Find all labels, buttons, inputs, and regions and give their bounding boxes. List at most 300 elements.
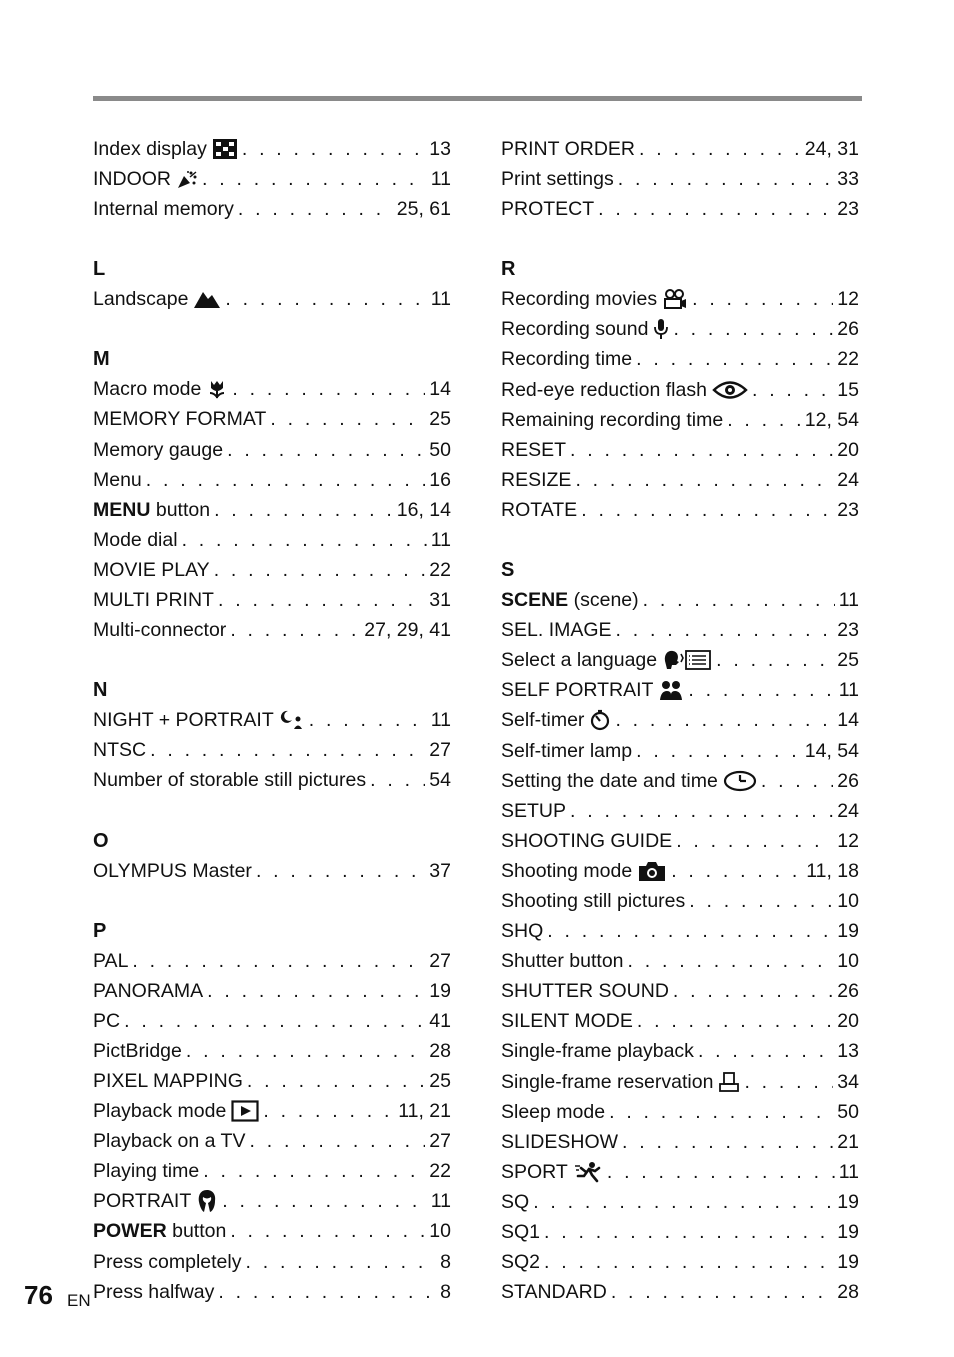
index-entry-single-frame-playback: [501, 1036, 859, 1066]
entry-label: PROTECT: [501, 198, 595, 221]
index-column-left: [93, 134, 451, 1307]
index-section: [93, 134, 451, 224]
leader-dots: [146, 465, 426, 495]
entry-page: 27: [429, 949, 451, 972]
entry-page: 41: [429, 1009, 451, 1032]
entry-label: PANORAMA: [93, 979, 204, 1002]
entry-page: 21: [837, 1130, 859, 1153]
leader-dots: [547, 916, 833, 946]
entry-page: 11, 18: [806, 859, 859, 882]
index-entry-silent-mode: [501, 1006, 859, 1036]
playback-icon: [231, 1100, 259, 1122]
page-language: EN: [67, 1291, 91, 1310]
leader-dots: [150, 735, 425, 765]
entry-label: Macro mode: [93, 378, 202, 401]
index-entry-panorama: [93, 976, 451, 1006]
entry-label: RESIZE: [501, 468, 572, 491]
index-entry-red-eye-reduction-flash: [501, 375, 859, 405]
entry-page: 24: [837, 799, 859, 822]
entry-label: Self-timer: [501, 709, 585, 732]
entry-label: Playing time: [93, 1160, 200, 1183]
index-entry-internal-memory: [93, 194, 451, 224]
entry-label-text: button: [155, 498, 211, 521]
entry-page: 22: [429, 558, 451, 581]
index-entry-power-button: [93, 1216, 451, 1246]
entry-page: 19: [837, 920, 859, 943]
entry-page: 10: [429, 1220, 451, 1243]
index-entry-sq1: [501, 1217, 859, 1247]
leader-dots: [227, 435, 425, 465]
leader-dots: [611, 1277, 833, 1307]
index-entry-memory-gauge: [93, 435, 451, 465]
leader-dots: [124, 1006, 425, 1036]
entry-page: 25: [429, 1069, 451, 1092]
entry-label: SPORT: [501, 1160, 568, 1183]
entry-label: PC: [93, 1009, 121, 1032]
entry-page: 50: [429, 438, 451, 461]
entry-label: NTSC: [93, 739, 147, 762]
night-portrait-icon: [279, 709, 305, 731]
entry-label: Recording time: [501, 348, 633, 371]
entry-page: 27: [429, 739, 451, 762]
index-entry-pictbridge: [93, 1036, 451, 1066]
leader-dots: [570, 435, 833, 465]
entry-label: Index display: [93, 138, 207, 160]
entry-label: MOVIE PLAY: [93, 558, 210, 581]
leader-dots: [242, 134, 425, 164]
entry-label-bold: SCENE: [501, 589, 569, 612]
leader-dots: [544, 1217, 833, 1247]
entry-label: Internal memory: [93, 198, 234, 221]
entry-label: SQ: [501, 1190, 530, 1213]
index-entry-recording-time: [501, 344, 859, 374]
leader-dots: [202, 164, 427, 194]
index-section: [93, 344, 451, 645]
leader-dots: [182, 525, 427, 555]
index-entry-menu: [93, 465, 451, 495]
leader-dots: [609, 1097, 833, 1127]
index-entry-portrait: [93, 1186, 451, 1216]
leader-dots: [698, 1036, 833, 1066]
index-entry-recording-sound: [501, 314, 859, 344]
leader-dots: [186, 1036, 425, 1066]
leader-dots: [727, 405, 801, 435]
leader-dots: [671, 856, 802, 886]
index-entry-protect: [501, 194, 859, 224]
entry-page: 10: [837, 889, 859, 912]
leader-dots: [752, 375, 833, 405]
entry-label: Single-frame reservation: [501, 1070, 714, 1093]
entry-label: SETUP: [501, 799, 567, 822]
leader-dots: [370, 765, 425, 795]
entry-page: 23: [837, 198, 859, 221]
index-entry-playback-mode: [93, 1096, 451, 1126]
index-entry-menu-button: [93, 495, 451, 525]
entry-page: 13: [429, 138, 451, 160]
sport-runner-icon: [573, 1161, 603, 1183]
index-entry-remaining-recording-time: [501, 405, 859, 435]
leader-dots: [533, 1187, 833, 1217]
leader-dots: [598, 194, 833, 224]
index-entry-number-of-storable-still-pictures: [93, 765, 451, 795]
entry-label: NIGHT + PORTRAIT: [93, 709, 274, 732]
leader-dots: [214, 495, 393, 525]
language-icon: [662, 649, 712, 671]
entry-label: MEMORY FORMAT: [93, 408, 267, 431]
leader-dots: [132, 946, 425, 976]
index-entry-indoor: [93, 164, 451, 194]
entry-page: 33: [837, 168, 859, 191]
leader-dots: [689, 886, 833, 916]
leader-dots: [616, 615, 834, 645]
print-reserve-icon: [718, 1071, 740, 1093]
entry-label: MULTI PRINT: [93, 589, 214, 612]
entry-page: 24, 31: [804, 138, 859, 160]
index-section: [93, 254, 451, 314]
entry-label: INDOOR: [93, 168, 171, 191]
entry-page: 19: [837, 1221, 859, 1243]
index-entry-print-settings: [501, 164, 859, 194]
entry-label: Shutter button: [501, 950, 624, 973]
entry-label: PictBridge: [93, 1039, 182, 1062]
entry-page: 11, 21: [398, 1100, 451, 1123]
entry-page: 11: [430, 709, 451, 732]
index-entry-standard: [501, 1277, 859, 1307]
index-entry-index-display: [93, 134, 451, 164]
leader-dots: [575, 465, 833, 495]
index-section: [93, 916, 451, 1307]
leader-dots: [581, 495, 833, 525]
leader-dots: [607, 1157, 835, 1187]
section-letter: R: [501, 258, 516, 281]
entry-page: 12: [837, 829, 859, 852]
entry-page: 27, 29, 41: [364, 619, 451, 642]
section-letter: P: [93, 919, 107, 942]
entry-label: Landscape: [93, 288, 189, 311]
leader-dots: [744, 1067, 833, 1097]
leader-dots: [622, 1127, 833, 1157]
entry-label-text: button: [172, 1220, 227, 1243]
entry-label-bold: MENU: [93, 498, 151, 521]
index-entry-pc: [93, 1006, 451, 1036]
entry-label: Press completely: [93, 1250, 242, 1273]
index-entry-playing-time: [93, 1156, 451, 1186]
index-entry-shutter-button: [501, 946, 859, 976]
entry-page: 13: [837, 1040, 859, 1063]
entry-page: 14: [837, 709, 859, 732]
index-entry-sq2: [501, 1247, 859, 1277]
entry-page: 19: [429, 979, 451, 1002]
header-rule: [93, 96, 862, 101]
index-entry-single-frame-reservation: [501, 1067, 859, 1097]
entry-page: 37: [429, 859, 451, 882]
entry-label: Shooting still pictures: [501, 889, 686, 912]
entry-label: ROTATE: [501, 498, 578, 521]
leader-dots: [618, 164, 834, 194]
leader-dots: [676, 826, 833, 856]
entry-label: Remaining recording time: [501, 408, 724, 431]
entry-label: SHOOTING GUIDE: [501, 829, 673, 852]
index-entry-mode-dial: [93, 525, 451, 555]
entry-label: Menu: [93, 468, 142, 491]
entry-page: 14, 54: [804, 739, 859, 762]
entry-page: 23: [837, 619, 859, 642]
entry-label: Shooting mode: [501, 859, 633, 882]
leader-dots: [230, 615, 360, 645]
entry-page: 11: [838, 1160, 859, 1183]
index-entry-sq: [501, 1187, 859, 1217]
entry-label: Recording movies: [501, 288, 658, 311]
index-entry-pixel-mapping: [93, 1066, 451, 1096]
leader-dots: [637, 1006, 833, 1036]
entry-page: 31: [429, 589, 451, 612]
index-display-icon: [212, 138, 238, 160]
entry-page: 11: [430, 168, 451, 191]
leader-dots: [688, 675, 834, 705]
entry-page: 12: [837, 288, 859, 311]
leader-dots: [214, 555, 426, 585]
entry-label: Red-eye reduction flash: [501, 378, 707, 401]
index-entry-shooting-mode: [501, 856, 859, 886]
index-entry-macro-mode: [93, 374, 451, 404]
entry-label: Playback mode: [93, 1100, 227, 1123]
entry-label: PIXEL MAPPING: [93, 1069, 243, 1092]
leader-dots: [225, 284, 426, 314]
entry-label: PORTRAIT: [93, 1190, 192, 1213]
leader-dots: [232, 374, 425, 404]
entry-page: 24: [837, 468, 859, 491]
entry-label: SILENT MODE: [501, 1010, 633, 1033]
entry-label: Recording sound: [501, 318, 649, 341]
section-letter: S: [501, 559, 515, 582]
index-entry-olympus-master: [93, 856, 451, 886]
entry-label: Sleep mode: [501, 1100, 606, 1123]
entry-page: 25: [837, 649, 859, 672]
index-entry-pal: [93, 946, 451, 976]
entry-page: 19: [837, 1190, 859, 1213]
entry-page: 10: [837, 950, 859, 973]
index-section: [501, 254, 859, 525]
index-entry-sel-image: [501, 615, 859, 645]
leader-dots: [544, 1247, 833, 1277]
entry-page: 19: [837, 1251, 859, 1274]
entry-page: 26: [837, 980, 859, 1003]
entry-label: Playback on a TV: [93, 1130, 246, 1153]
entry-label: SQ1: [501, 1221, 541, 1243]
section-letter: N: [93, 679, 108, 702]
entry-page: 11: [838, 589, 859, 612]
entry-page: 11: [430, 288, 451, 311]
index-section: [501, 555, 859, 1307]
index-entry-movie-play: [93, 555, 451, 585]
index-entry-select-a-language: [501, 645, 859, 675]
entry-label: SHQ: [501, 920, 544, 943]
index-entry-reset: [501, 435, 859, 465]
leader-dots: [692, 284, 833, 314]
entry-label-text: (scene): [573, 589, 639, 612]
index-entry-shooting-still-pictures: [501, 886, 859, 916]
entry-label: OLYMPUS Master: [93, 859, 252, 882]
leader-dots: [222, 1186, 427, 1216]
leader-dots: [761, 766, 833, 796]
entry-page: 11: [430, 1190, 451, 1213]
entry-label: Single-frame playback: [501, 1040, 694, 1063]
leader-dots: [716, 645, 833, 675]
leader-dots: [238, 194, 393, 224]
index-entry-press-halfway: [93, 1277, 451, 1307]
entry-page: 15: [837, 378, 859, 401]
entry-page: 16: [429, 468, 451, 491]
entry-label: PRINT ORDER: [501, 138, 635, 160]
index-entry-rotate: [501, 495, 859, 525]
index-entry-setup: [501, 796, 859, 826]
entry-label: PAL: [93, 949, 129, 972]
index-entry-setting-the-date-and-time: [501, 766, 859, 796]
index-entry-resize: [501, 465, 859, 495]
index-entry-self-timer-lamp: [501, 736, 859, 766]
entry-page: 22: [837, 348, 859, 371]
index-entry-memory-format: [93, 404, 451, 434]
index-section: [93, 675, 451, 795]
entry-label: Multi-connector: [93, 619, 227, 642]
entry-label: Number of storable still pictures: [93, 769, 367, 792]
entry-page: 34: [837, 1070, 859, 1093]
index-entry-night-portrait: [93, 705, 451, 735]
entry-label: [501, 585, 639, 615]
index-entry-ntsc: [93, 735, 451, 765]
entry-label: SEL. IMAGE: [501, 619, 612, 642]
entry-label: [93, 495, 210, 525]
clock-icon: [723, 770, 757, 792]
entry-page: 23: [837, 498, 859, 521]
self-portrait-icon: [658, 679, 684, 701]
index-entry-self-timer: [501, 705, 859, 735]
entry-label: Select a language: [501, 649, 658, 672]
index-entry-slideshow: [501, 1127, 859, 1157]
leader-dots: [270, 404, 425, 434]
landscape-mountain-icon: [193, 289, 221, 309]
page-number: 76: [24, 1280, 53, 1310]
index-entry-sleep-mode: [501, 1097, 859, 1127]
leader-dots: [643, 585, 835, 615]
entry-page: 26: [837, 318, 859, 341]
entry-label: Memory gauge: [93, 438, 224, 461]
index-entry-landscape: [93, 284, 451, 314]
entry-page: 11: [430, 528, 451, 551]
leader-dots: [218, 585, 425, 615]
index-entry-recording-movies: [501, 284, 859, 314]
movie-camera-icon: [662, 288, 688, 310]
entry-label: Mode dial: [93, 528, 178, 551]
entry-label: Self-timer lamp: [501, 739, 633, 762]
index-entry-shooting-guide: [501, 826, 859, 856]
entry-label: STANDARD: [501, 1281, 607, 1304]
entry-label: Setting the date and time: [501, 769, 718, 792]
leader-dots: [639, 134, 801, 164]
entry-page: 25, 61: [396, 198, 451, 221]
entry-page: 22: [429, 1160, 451, 1183]
entry-page: 26: [837, 769, 859, 792]
entry-page: 12, 54: [804, 408, 859, 431]
index-section: [501, 134, 859, 224]
entry-label: [93, 1216, 226, 1246]
entry-page: 54: [429, 769, 451, 792]
entry-label: SLIDESHOW: [501, 1130, 619, 1153]
index-entry-shutter-sound: [501, 976, 859, 1006]
leader-dots: [628, 946, 834, 976]
index-entry-shq: [501, 916, 859, 946]
entry-page: 28: [837, 1281, 859, 1304]
entry-label: RESET: [501, 438, 567, 461]
microphone-icon: [653, 318, 669, 340]
leader-dots: [256, 856, 425, 886]
entry-page: 28: [429, 1039, 451, 1062]
index-entry-press-completely: [93, 1247, 451, 1277]
entry-page: 50: [837, 1100, 859, 1123]
macro-tulip-icon: [206, 379, 228, 399]
index-entry-multi-print: [93, 585, 451, 615]
leader-dots: [203, 1156, 425, 1186]
leader-dots: [263, 1096, 394, 1126]
self-timer-icon: [589, 709, 611, 731]
entry-label: SELF PORTRAIT: [501, 679, 654, 702]
leader-dots: [570, 796, 833, 826]
entry-label: SHUTTER SOUND: [501, 980, 669, 1003]
index-entry-scene-scene: [501, 585, 859, 615]
entry-page: 20: [837, 1010, 859, 1033]
red-eye-icon: [712, 379, 748, 401]
leader-dots: [309, 705, 427, 735]
index-entry-multi-connector: [93, 615, 451, 645]
section-letter: O: [93, 829, 109, 852]
indoor-party-icon: [176, 169, 198, 189]
entry-page: 8: [440, 1250, 451, 1273]
entry-label: Print settings: [501, 168, 614, 191]
index-section: [93, 826, 451, 886]
leader-dots: [615, 705, 833, 735]
leader-dots: [247, 1066, 425, 1096]
entry-page: 25: [429, 408, 451, 431]
entry-page: 16, 14: [396, 498, 451, 521]
leader-dots: [218, 1277, 436, 1307]
index-column-right: [501, 134, 859, 1307]
entry-label-bold: POWER: [93, 1220, 167, 1243]
section-letter: L: [93, 258, 106, 281]
index-entry-print-order: [501, 134, 859, 164]
leader-dots: [636, 736, 801, 766]
camera-icon: [637, 860, 667, 882]
entry-page: 20: [837, 438, 859, 461]
section-letter: M: [93, 348, 110, 371]
leader-dots: [636, 344, 833, 374]
leader-dots: [673, 976, 833, 1006]
index-entry-playback-on-a-tv: [93, 1126, 451, 1156]
leader-dots: [249, 1126, 425, 1156]
leader-dots: [245, 1247, 436, 1277]
leader-dots: [207, 976, 425, 1006]
entry-page: 14: [429, 378, 451, 401]
portrait-icon: [196, 1189, 218, 1213]
entry-label: SQ2: [501, 1251, 541, 1274]
entry-label: Press halfway: [93, 1280, 215, 1303]
index-entry-sport: [501, 1157, 859, 1187]
entry-page: 8: [440, 1280, 451, 1303]
leader-dots: [230, 1216, 425, 1246]
entry-page: 27: [429, 1130, 451, 1153]
entry-page: 11: [838, 679, 859, 702]
leader-dots: [673, 314, 833, 344]
index-entry-self-portrait: [501, 675, 859, 705]
